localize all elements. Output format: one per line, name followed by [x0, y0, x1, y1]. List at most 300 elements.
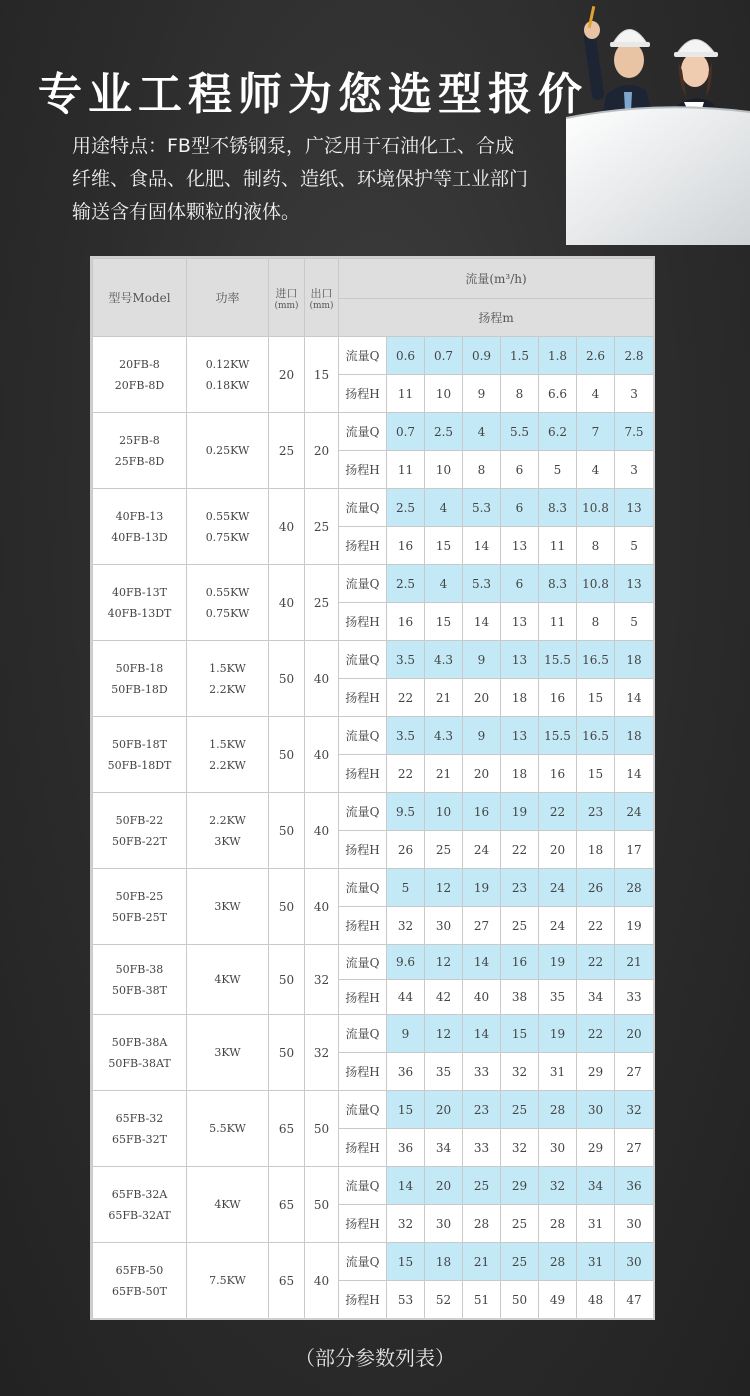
flow-value: 5.5: [501, 413, 539, 451]
outlet-cell: 50: [305, 1091, 339, 1167]
head-value: 25: [501, 1205, 539, 1243]
model-cell: [93, 717, 187, 793]
flow-value: 30: [577, 1091, 615, 1129]
description-line: 用途特点：FB型不锈钢泵，广泛用于石油化工、合成: [72, 135, 514, 157]
head-value: 14: [615, 755, 654, 793]
head-value: 13: [501, 603, 539, 641]
model-name: 20FB-8: [119, 357, 160, 371]
model-name: 50FB-38T: [112, 983, 167, 997]
flow-value: 0.6: [387, 337, 425, 375]
header-inlet-unit: (mm): [274, 300, 299, 311]
head-value: 16: [387, 603, 425, 641]
inlet-cell: 50: [269, 717, 305, 793]
head-value: 14: [463, 527, 501, 565]
flow-value: 6: [501, 565, 539, 603]
flow-value: 19: [501, 793, 539, 831]
head-value: 16: [539, 679, 577, 717]
flow-label: 流量Q: [339, 1243, 387, 1281]
model-name: 50FB-38AT: [108, 1056, 171, 1070]
model-name: 40FB-13D: [111, 530, 168, 544]
flow-value: 13: [501, 641, 539, 679]
head-value: 5: [615, 603, 654, 641]
head-value: 21: [425, 755, 463, 793]
flow-value: 28: [539, 1243, 577, 1281]
power-value: 3KW: [214, 1046, 241, 1059]
power-value: 3KW: [214, 834, 241, 848]
head-value: 24: [539, 907, 577, 945]
flow-value: 4: [425, 489, 463, 527]
head-value: 32: [387, 1205, 425, 1243]
flow-label: 流量Q: [339, 641, 387, 679]
head-label: 扬程H: [339, 527, 387, 565]
power-cell: [187, 1091, 269, 1167]
outlet-cell: 20: [305, 413, 339, 489]
table-row: [93, 1091, 654, 1129]
head-value: 3: [615, 451, 654, 489]
model-name: 65FB-50T: [112, 1284, 167, 1298]
flow-value: 25: [463, 1167, 501, 1205]
table-row: [93, 717, 654, 755]
head-value: 8: [463, 451, 501, 489]
head-value: 32: [387, 907, 425, 945]
head-value: 17: [615, 831, 654, 869]
flow-value: 2.8: [615, 337, 654, 375]
model-cell: [93, 945, 187, 1015]
flow-label: 流量Q: [339, 1091, 387, 1129]
parameter-table: [90, 256, 655, 1320]
head-value: 5: [539, 451, 577, 489]
table-row: [93, 641, 654, 679]
head-value: 36: [387, 1129, 425, 1167]
table-row: [93, 793, 654, 831]
head-value: 28: [539, 1205, 577, 1243]
head-value: 35: [425, 1053, 463, 1091]
head-value: 48: [577, 1281, 615, 1319]
head-value: 34: [425, 1129, 463, 1167]
flow-value: 9: [387, 1015, 425, 1053]
flow-value: 0.7: [425, 337, 463, 375]
flow-value: 18: [615, 641, 654, 679]
flow-value: 15: [387, 1243, 425, 1281]
flow-label: 流量Q: [339, 489, 387, 527]
inlet-cell: 25: [269, 413, 305, 489]
flow-value: 16: [463, 793, 501, 831]
table-caption: （部分参数列表）: [295, 1346, 455, 1370]
model-cell: [93, 413, 187, 489]
head-label: 扬程H: [339, 1205, 387, 1243]
flow-value: 32: [539, 1167, 577, 1205]
head-value: 18: [501, 755, 539, 793]
head-value: 33: [463, 1129, 501, 1167]
power-value: 2.2KW: [209, 758, 246, 772]
flow-value: 10.8: [577, 565, 615, 603]
head-value: 38: [501, 980, 539, 1015]
flow-value: 16.5: [577, 717, 615, 755]
flow-value: 9.6: [387, 945, 425, 980]
model-cell: [93, 1091, 187, 1167]
flow-value: 3.5: [387, 717, 425, 755]
flow-value: 28: [539, 1091, 577, 1129]
flow-label: 流量Q: [339, 565, 387, 603]
header-inlet: [269, 259, 305, 337]
product-description: [72, 130, 572, 229]
outlet-cell: 25: [305, 489, 339, 565]
power-value: 0.12KW: [205, 357, 250, 371]
flow-value: 9.5: [387, 793, 425, 831]
flow-value: 5.3: [463, 565, 501, 603]
model-cell: [93, 489, 187, 565]
model-name: 40FB-13DT: [107, 606, 172, 620]
flow-value: 4: [463, 413, 501, 451]
model-name: 50FB-18D: [111, 682, 168, 696]
table-row: [93, 1243, 654, 1281]
head-value: 10: [425, 451, 463, 489]
model-name: 50FB-18DT: [107, 758, 172, 772]
power-cell: [187, 945, 269, 1015]
head-value: 50: [501, 1281, 539, 1319]
head-value: 18: [577, 831, 615, 869]
head-value: 15: [577, 679, 615, 717]
flow-value: 22: [577, 1015, 615, 1053]
head-value: 26: [387, 831, 425, 869]
head-value: 15: [425, 527, 463, 565]
power-value: 2.2KW: [209, 682, 246, 696]
head-value: 22: [501, 831, 539, 869]
outlet-cell: 40: [305, 869, 339, 945]
flow-value: 2.5: [387, 489, 425, 527]
flow-value: 15.5: [539, 717, 577, 755]
head-value: 19: [615, 907, 654, 945]
header-flow: 流量(m³/h): [339, 259, 654, 299]
inlet-cell: 50: [269, 641, 305, 717]
power-value: 5.5KW: [209, 1122, 246, 1135]
head-value: 36: [387, 1053, 425, 1091]
flow-value: 32: [615, 1091, 654, 1129]
model-name: 25FB-8D: [114, 454, 165, 468]
outlet-cell: 40: [305, 1243, 339, 1319]
flow-value: 7.5: [615, 413, 654, 451]
flow-value: 12: [425, 945, 463, 980]
inlet-cell: 50: [269, 869, 305, 945]
head-value: 31: [577, 1205, 615, 1243]
model-cell: [93, 869, 187, 945]
flow-value: 14: [463, 1015, 501, 1053]
header-outlet-unit: (mm): [309, 300, 334, 311]
model-name: 50FB-22T: [112, 834, 167, 848]
model-cell: [93, 1243, 187, 1319]
description-line: 输送含有固体颗粒的液体。: [72, 201, 301, 223]
head-value: 11: [539, 527, 577, 565]
head-value: 18: [501, 679, 539, 717]
model-name: 65FB-32: [115, 1111, 164, 1125]
head-value: 49: [539, 1281, 577, 1319]
model-name: 40FB-13T: [112, 585, 167, 599]
model-cell: [93, 1015, 187, 1091]
head-value: 3: [615, 375, 654, 413]
power-cell: [187, 565, 269, 641]
flow-label: 流量Q: [339, 413, 387, 451]
model-name: 50FB-38A: [111, 1035, 168, 1049]
head-label: 扬程H: [339, 1281, 387, 1319]
head-value: 6.6: [539, 375, 577, 413]
head-value: 30: [425, 907, 463, 945]
flow-value: 18: [615, 717, 654, 755]
flow-value: 2.5: [387, 565, 425, 603]
head-value: 21: [425, 679, 463, 717]
flow-label: 流量Q: [339, 337, 387, 375]
head-value: 30: [539, 1129, 577, 1167]
table-row: [93, 1167, 654, 1205]
head-value: 29: [577, 1129, 615, 1167]
power-cell: [187, 337, 269, 413]
head-value: 20: [539, 831, 577, 869]
power-cell: [187, 1243, 269, 1319]
flow-value: 16: [501, 945, 539, 980]
head-value: 22: [387, 755, 425, 793]
flow-value: 24: [615, 793, 654, 831]
inlet-cell: 40: [269, 489, 305, 565]
head-label: 扬程H: [339, 980, 387, 1015]
outlet-cell: 15: [305, 337, 339, 413]
head-value: 42: [425, 980, 463, 1015]
head-value: 27: [615, 1053, 654, 1091]
table-row: [93, 869, 654, 907]
head-value: 24: [463, 831, 501, 869]
flow-label: 流量Q: [339, 869, 387, 907]
model-name: 65FB-32A: [111, 1187, 168, 1201]
head-label: 扬程H: [339, 907, 387, 945]
inlet-cell: 50: [269, 793, 305, 869]
flow-value: 15: [501, 1015, 539, 1053]
flow-value: 18: [425, 1243, 463, 1281]
head-value: 30: [425, 1205, 463, 1243]
power-value: 1.5KW: [209, 661, 246, 675]
table-body: [93, 337, 654, 1319]
header-power: 功率: [187, 259, 269, 337]
power-cell: [187, 489, 269, 565]
head-value: 33: [463, 1053, 501, 1091]
model-name: 50FB-18T: [112, 737, 167, 751]
model-cell: [93, 793, 187, 869]
outlet-cell: 32: [305, 945, 339, 1015]
flow-value: 24: [539, 869, 577, 907]
model-name: 40FB-13: [115, 509, 164, 523]
flow-value: 21: [463, 1243, 501, 1281]
power-value: 0.18KW: [205, 378, 250, 392]
model-cell: [93, 1167, 187, 1243]
model-name: 50FB-25: [115, 889, 164, 903]
head-value: 9: [463, 375, 501, 413]
head-label: 扬程H: [339, 831, 387, 869]
flow-value: 8.3: [539, 565, 577, 603]
head-value: 27: [615, 1129, 654, 1167]
flow-label: 流量Q: [339, 793, 387, 831]
head-value: 29: [577, 1053, 615, 1091]
head-value: 32: [501, 1053, 539, 1091]
flow-value: 34: [577, 1167, 615, 1205]
page-title: 专业工程师为您选型报价: [38, 69, 588, 120]
flow-value: 13: [615, 565, 654, 603]
head-value: 6: [501, 451, 539, 489]
head-value: 14: [463, 603, 501, 641]
pump-spec-table: [92, 258, 654, 1319]
head-value: 11: [387, 451, 425, 489]
flow-value: 13: [615, 489, 654, 527]
flow-value: 30: [615, 1243, 654, 1281]
header-outlet-label: 出口: [310, 286, 333, 300]
flow-value: 22: [577, 945, 615, 980]
head-value: 34: [577, 980, 615, 1015]
flow-value: 8.3: [539, 489, 577, 527]
flow-value: 29: [501, 1167, 539, 1205]
flow-value: 14: [387, 1167, 425, 1205]
model-name: 50FB-22: [115, 813, 164, 827]
head-value: 4: [577, 451, 615, 489]
inlet-cell: 40: [269, 565, 305, 641]
outlet-cell: 40: [305, 641, 339, 717]
model-cell: [93, 565, 187, 641]
flow-label: 流量Q: [339, 945, 387, 980]
header-head: 扬程m: [339, 299, 654, 337]
inlet-cell: 65: [269, 1167, 305, 1243]
power-value: 4KW: [214, 973, 241, 986]
power-value: 0.75KW: [205, 606, 250, 620]
header-outlet: [305, 259, 339, 337]
flow-value: 3.5: [387, 641, 425, 679]
head-value: 13: [501, 527, 539, 565]
power-value: 0.55KW: [205, 509, 250, 523]
inlet-cell: 50: [269, 945, 305, 1015]
flow-value: 36: [615, 1167, 654, 1205]
flow-value: 10.8: [577, 489, 615, 527]
head-label: 扬程H: [339, 451, 387, 489]
head-value: 51: [463, 1281, 501, 1319]
power-value: 3KW: [214, 900, 241, 913]
head-value: 22: [577, 907, 615, 945]
flow-value: 19: [539, 1015, 577, 1053]
outlet-cell: 25: [305, 565, 339, 641]
flow-value: 16.5: [577, 641, 615, 679]
flow-value: 6.2: [539, 413, 577, 451]
head-value: 30: [615, 1205, 654, 1243]
model-name: 50FB-25T: [112, 910, 167, 924]
head-value: 25: [425, 831, 463, 869]
power-cell: [187, 413, 269, 489]
flow-value: 12: [425, 1015, 463, 1053]
flow-value: 23: [501, 869, 539, 907]
flow-label: 流量Q: [339, 717, 387, 755]
head-label: 扬程H: [339, 1129, 387, 1167]
power-cell: [187, 641, 269, 717]
flow-value: 22: [539, 793, 577, 831]
power-cell: [187, 869, 269, 945]
inlet-cell: 50: [269, 1015, 305, 1091]
flow-value: 28: [615, 869, 654, 907]
head-value: 5: [615, 527, 654, 565]
flow-value: 4.3: [425, 641, 463, 679]
head-value: 32: [501, 1129, 539, 1167]
head-label: 扬程H: [339, 755, 387, 793]
flow-value: 0.9: [463, 337, 501, 375]
head-value: 14: [615, 679, 654, 717]
outlet-cell: 50: [305, 1167, 339, 1243]
model-name: 50FB-18: [115, 661, 164, 675]
head-value: 16: [539, 755, 577, 793]
flow-value: 20: [615, 1015, 654, 1053]
inlet-cell: 65: [269, 1091, 305, 1167]
flow-value: 5.3: [463, 489, 501, 527]
head-value: 20: [463, 679, 501, 717]
table-row: [93, 413, 654, 451]
table-row: [93, 337, 654, 375]
flow-value: 4.3: [425, 717, 463, 755]
table-row: [93, 1015, 654, 1053]
flow-value: 4: [425, 565, 463, 603]
head-value: 25: [501, 907, 539, 945]
head-value: 22: [387, 679, 425, 717]
flow-value: 5: [387, 869, 425, 907]
inlet-cell: 65: [269, 1243, 305, 1319]
outlet-cell: 40: [305, 717, 339, 793]
head-value: 8: [577, 527, 615, 565]
power-value: 2.2KW: [209, 813, 246, 827]
head-label: 扬程H: [339, 1053, 387, 1091]
flow-value: 19: [463, 869, 501, 907]
model-name: 50FB-38: [115, 962, 164, 976]
flow-value: 23: [463, 1091, 501, 1129]
model-cell: [93, 641, 187, 717]
head-value: 8: [501, 375, 539, 413]
power-value: 0.25KW: [205, 444, 250, 457]
head-value: 44: [387, 980, 425, 1015]
power-value: 0.75KW: [205, 530, 250, 544]
model-cell: [93, 337, 187, 413]
model-name: 25FB-8: [119, 433, 160, 447]
power-cell: [187, 1015, 269, 1091]
head-value: 10: [425, 375, 463, 413]
flow-label: 流量Q: [339, 1015, 387, 1053]
flow-value: 2.6: [577, 337, 615, 375]
head-value: 15: [425, 603, 463, 641]
head-value: 8: [577, 603, 615, 641]
power-value: 7.5KW: [209, 1274, 246, 1287]
power-cell: [187, 717, 269, 793]
table-row: [93, 565, 654, 603]
flow-value: 10: [425, 793, 463, 831]
flow-value: 25: [501, 1243, 539, 1281]
model-name: 65FB-32AT: [108, 1208, 171, 1222]
outlet-cell: 32: [305, 1015, 339, 1091]
table-row: [93, 945, 654, 980]
head-value: 28: [463, 1205, 501, 1243]
flow-value: 26: [577, 869, 615, 907]
power-value: 4KW: [214, 1198, 241, 1211]
power-cell: [187, 793, 269, 869]
flow-value: 9: [463, 641, 501, 679]
head-value: 11: [387, 375, 425, 413]
power-value: 0.55KW: [205, 585, 250, 599]
head-value: 35: [539, 980, 577, 1015]
table-row: [93, 489, 654, 527]
head-label: 扬程H: [339, 679, 387, 717]
flow-value: 2.5: [425, 413, 463, 451]
model-name: 65FB-50: [115, 1263, 164, 1277]
description-line: 纤维、食品、化肥、制药、造纸、环境保护等工业部门: [72, 168, 529, 190]
head-value: 33: [615, 980, 654, 1015]
model-name: 20FB-8D: [114, 378, 165, 392]
flow-value: 1.8: [539, 337, 577, 375]
flow-value: 1.5: [501, 337, 539, 375]
